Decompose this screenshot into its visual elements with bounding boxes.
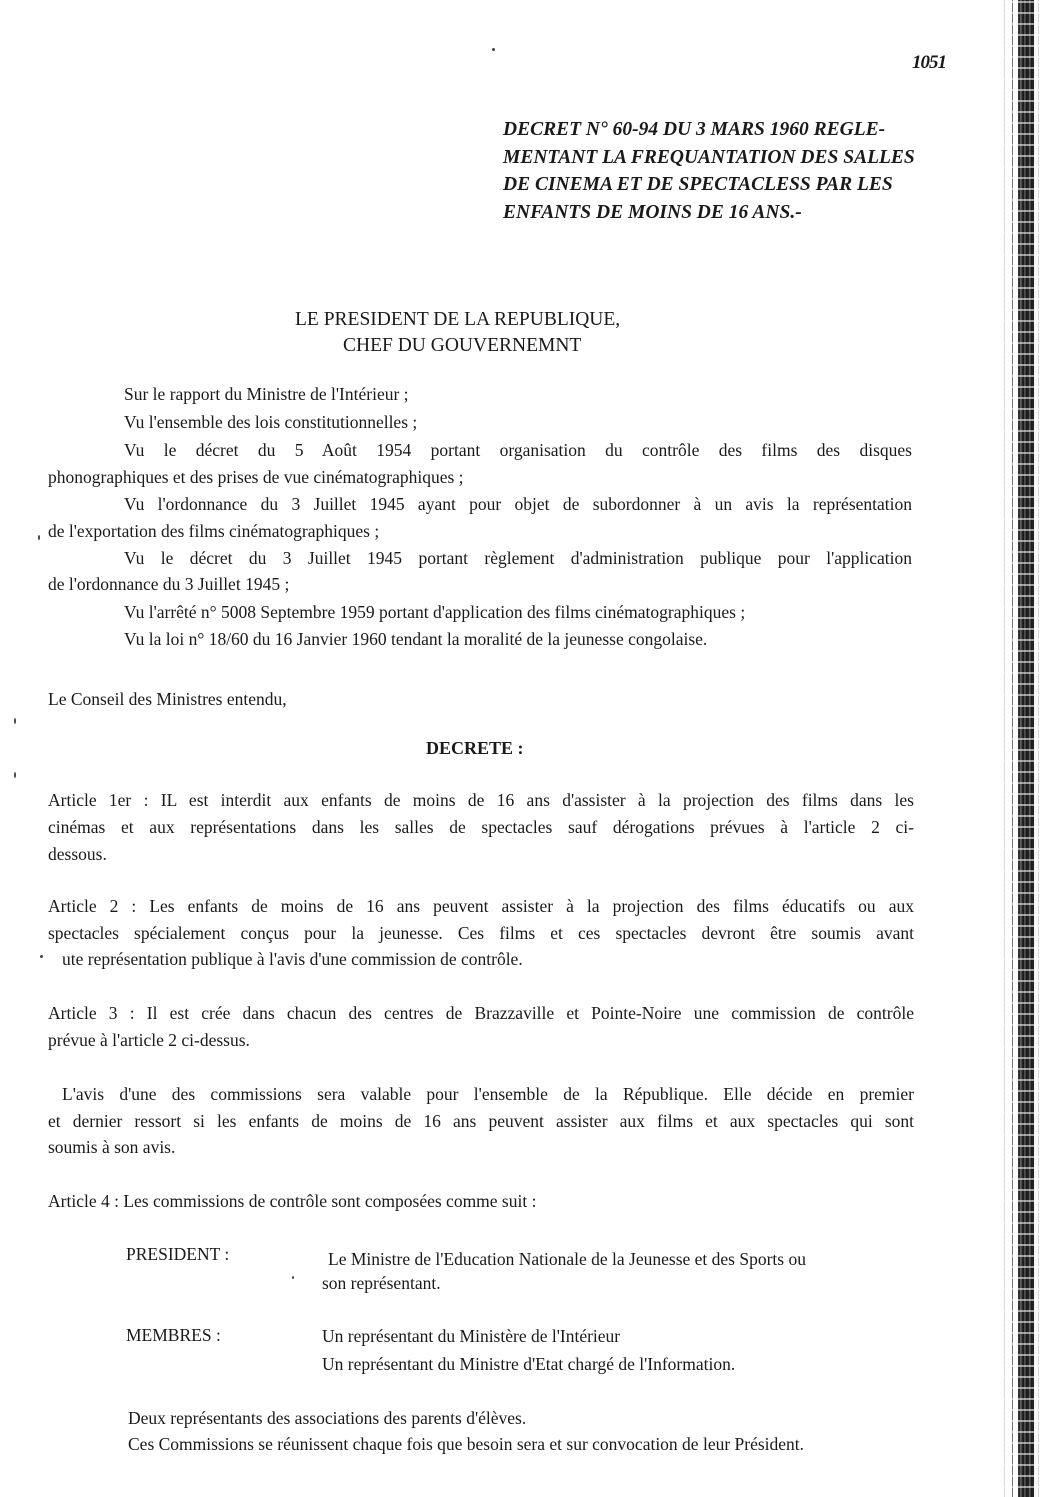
decrete-heading: DECRETE : <box>426 738 524 758</box>
scan-speck <box>38 535 40 540</box>
article-2-line: spectacles spécialement conçus pour la jeunesse. Ces films et ces spectacles devront être soumis avant <box>48 923 914 943</box>
article-4-intro: Article 4 : Les commissions de contrôle sont composées comme suit : <box>48 1191 537 1211</box>
membre-information: Un représentant du Ministre d'Etat chargé de l'Information. <box>322 1354 736 1374</box>
article-3-line: Article 3 : Il est crée dans chacun des centres de Brazzaville et Pointe-Noire une commission de contrôle <box>48 1003 914 1023</box>
article-1-line: cinémas et aux représentations dans les salles de spectacles sauf dérogations prévues à l'article 2 ci- <box>48 817 914 837</box>
president-member: Le Ministre de l'Education Nationale de la Jeunesse et des Sports ou <box>328 1249 806 1269</box>
scan-speck <box>292 1276 294 1279</box>
visa-ordonnance: Vu l'ordonnance du 3 Juillet 1945 ayant pour objet de subordonner à un avis la représentation <box>124 494 912 514</box>
government-line: CHEF DU GOUVERNEMNT <box>343 335 582 356</box>
president-line: LE PRESIDENT DE LA REPUBLIQUE, <box>295 309 621 330</box>
visa-decret-1954-cont: phonographiques et des prises de vue cinématographiques ; <box>48 467 464 487</box>
membre-interieur: Un représentant du Ministère de l'Intérieur <box>322 1326 621 1346</box>
commissions-meeting: Ces Commissions se réunissent chaque fois que besoin sera et sur convocation de leur Président. <box>128 1434 805 1454</box>
conseil-line: Le Conseil des Ministres entendu, <box>48 689 287 709</box>
scan-speck <box>40 955 43 958</box>
article-1-line: Article 1er : IL est interdit aux enfants de moins de 16 ans d'assister à la projection des films dans les <box>48 790 914 810</box>
visa-decret-1945: Vu le décret du 3 Juillet 1945 portant règlement d'administration publique pour l'application <box>124 548 912 568</box>
decree-title <box>503 116 973 226</box>
article-3-paragraph-line: et dernier ressort si les enfants de moins de 16 ans peuvent assister aux films et aux spectacles qui sont <box>48 1111 914 1131</box>
visa-arrete: Vu l'arrêté n° 5008 Septembre 1959 portant d'application des films cinématographiques ; <box>124 602 746 622</box>
scan-speck <box>14 718 16 724</box>
decree-title-line: DE CINEMA ET DE SPECTACLESS PAR LES <box>503 174 893 195</box>
president-heading <box>295 307 620 359</box>
scan-binding-edge <box>998 0 1060 1497</box>
visa-lois: Vu l'ensemble des lois constitutionnelles ; <box>124 412 418 432</box>
membre-parents: Deux représentants des associations des parents d'élèves. <box>128 1408 527 1428</box>
decree-title-line: DECRET N° 60-94 DU 3 MARS 1960 REGLE- <box>503 119 886 140</box>
visa-ordonnance-cont: de l'exportation des films cinématographiques ; <box>48 521 380 541</box>
article-2-line: ute représentation publique à l'avis d'une commission de contrôle. <box>62 949 523 969</box>
article-1-line: dessous. <box>48 844 107 864</box>
article-3-paragraph-line: soumis à son avis. <box>48 1137 176 1157</box>
scan-speck <box>14 772 16 778</box>
article-3-line: prévue à l'article 2 ci-dessus. <box>48 1030 250 1050</box>
president-member-cont: son représentant. <box>322 1273 441 1293</box>
decree-title-line: ENFANTS DE MOINS DE 16 ANS.- <box>503 201 802 223</box>
visa-loi: Vu la loi n° 18/60 du 16 Janvier 1960 tendant la moralité de la jeunesse congolaise. <box>124 629 708 649</box>
scan-speck <box>492 48 495 51</box>
decree-title-line: MENTANT LA FREQUANTATION DES SALLES <box>503 146 915 168</box>
article-2-line: Article 2 : Les enfants de moins de 16 ans peuvent assister à la projection des films éducatifs ou aux <box>48 896 914 916</box>
membres-label: MEMBRES : <box>126 1325 221 1345</box>
article-3-paragraph-line: L'avis d'une des commissions sera valable pour l'ensemble de la République. Elle décide en premier <box>62 1084 914 1104</box>
visa-rapport: Sur le rapport du Ministre de l'Intérieur ; <box>124 384 409 404</box>
visa-decret-1954: Vu le décret du 5 Août 1954 portant organisation du contrôle des films des disques <box>124 440 912 460</box>
president-label: PRESIDENT : <box>126 1244 230 1264</box>
visa-decret-1945-cont: de l'ordonnance du 3 Juillet 1945 ; <box>48 574 290 594</box>
page-number: 1051 <box>912 52 946 73</box>
